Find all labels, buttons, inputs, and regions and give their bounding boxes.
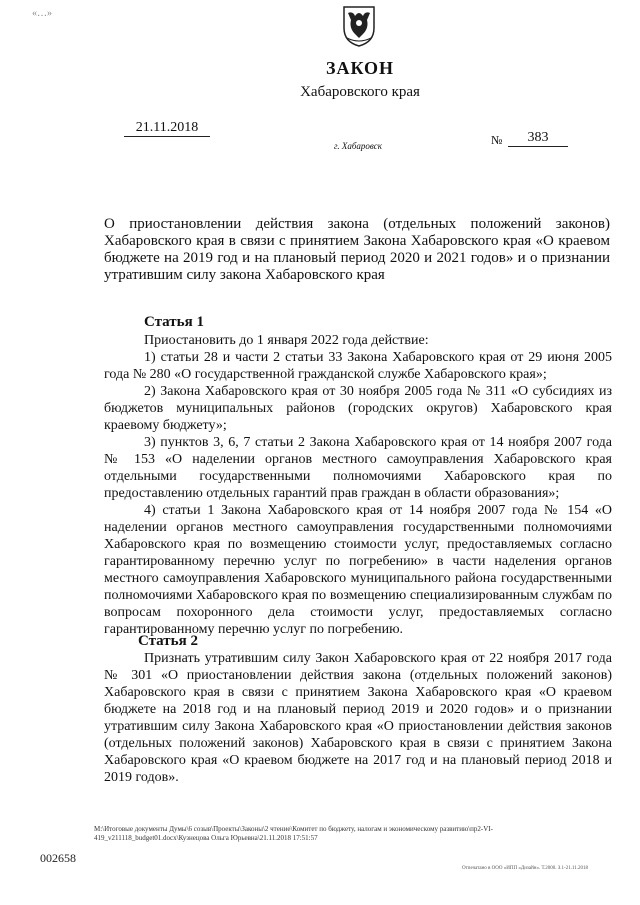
coat-of-arms-icon: [341, 4, 377, 48]
corner-mark: «…»: [32, 8, 52, 19]
law-subject: О приостановлении действия закона (отдельных положений законов) Хабаровского края в связи с принятием Закона Хабаровского края «О краевом бюджете на 2019 год и на плановый период 2020 и 2021 годов» и о признании утратившим силу закона Хабаровского края: [104, 216, 610, 283]
law-city: г. Хабаровск: [334, 141, 382, 151]
document-code: 002658: [40, 851, 76, 865]
article-2-heading: Статья 2: [138, 633, 198, 649]
law-region: Хабаровского края: [300, 84, 420, 100]
article-1-item-2: 2) Закона Хабаровского края от 30 ноября 2005 года № 311 «О субсидиях из бюджетов муниципальных районов (городских округов) Хабаровского края краевому бюджету»;: [104, 384, 612, 433]
law-number: 383: [508, 130, 568, 147]
law-date: 21.11.2018: [124, 120, 210, 137]
number-sign: №: [491, 133, 503, 147]
print-note: Отпечатано в ООО «ИПП «Дизайн». Т.2000. З.1-21.11.2018: [462, 866, 589, 871]
article-1-item-4: 4) статьи 1 Закона Хабаровского края от 14 ноября 2007 года № 154 «О наделении органов местного самоуправления государственными полномочиями Хабаровского края по возмещению стоимости услуг, предоставляемых согласно гарантированному перечню услуг по погребению» в части наделения органов местного самоуправления Хабаровского муниципального района государственными полномочиями Хабаровского края по возмещению специализированным службам по вопросам похоронного дела стоимости услуг, предоставляемых согласно гарантированному перечню услуг по погребению.: [104, 503, 612, 637]
article-1-body: [104, 332, 612, 638]
footer-file-path: M:\Итоговые документы Думы\6 созыв\Проекты\Законы\2 чтение\Комитет по бюджету, налогам и экономическому развитию\пр2-VI-419_v211118_budget01.docx\Кузнецова Ольга Юрьевна\21.11.2018 17:51:57: [94, 825, 493, 842]
article-1-item-1: 1) статьи 28 и части 2 статьи 33 Закона Хабаровского края от 29 июня 2005 года № 280 «О государственной гражданской службе Хабаровского края»;: [104, 350, 612, 382]
article-2-body: [104, 650, 612, 786]
law-title: ЗАКОН: [325, 58, 395, 78]
article-1-item-3: 3) пунктов 3, 6, 7 статьи 2 Закона Хабаровского края от 14 ноября 2007 года № 153 «О наделении органов местного самоуправления Хабаровского края отдельными государственными полномочиями Хабаровского края по предоставлению отдельных гарантий прав граждан в области образования»;: [104, 435, 612, 501]
article-1-intro: Приостановить до 1 января 2022 года действие:: [144, 333, 429, 348]
article-1-heading: Статья 1: [144, 314, 204, 330]
article-2-paragraph: Признать утратившим силу Закон Хабаровского края от 22 ноября 2017 года № 301 «О приостановлении действия закона (отдельных положений законов) Хабаровского края в связи с принятием Закона Хабаровского края «О краевом бюджете на 2018 год и на плановый период 2019 и 2020 годов» и о признании утратившим силу Закона Хабаровского края «О приостановлении действия законов (отдельных положений законов) Хабаровского края в связи с принятием Закона Хабаровского края «О краевом бюджете на 2017 год и на плановый период 2018 и 2019 годов».: [104, 651, 612, 785]
